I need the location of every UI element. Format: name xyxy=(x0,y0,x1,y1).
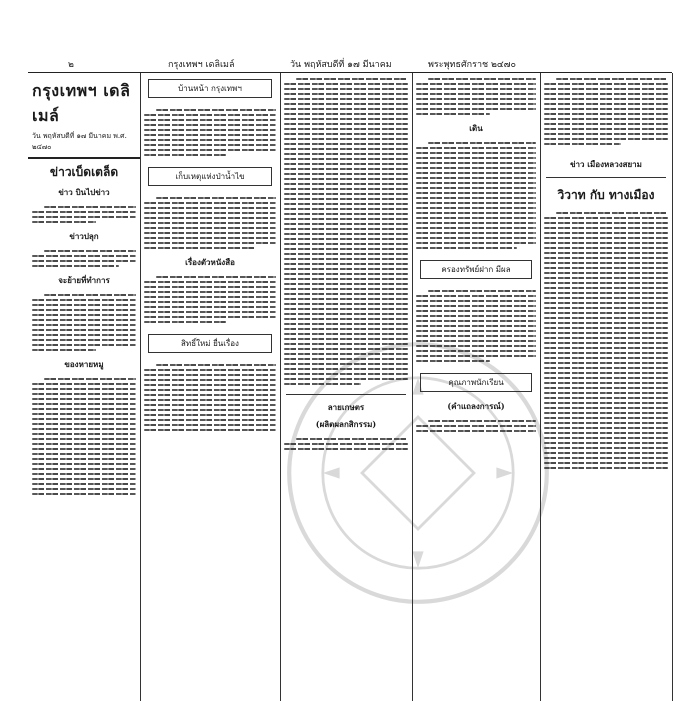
header-day-date: วัน พฤหัสบดีที่ ๑๗ มีนาคม xyxy=(290,60,392,70)
header-year: พระพุทธศักราช ๒๔๗๐ xyxy=(428,60,516,70)
column-2-subhead-1: เรื่องตัวหนังสือ xyxy=(185,257,235,267)
page-header xyxy=(28,58,672,72)
article-body xyxy=(540,73,672,150)
article-body xyxy=(28,373,140,500)
column-5-heading-2: วิวาท กับ ทางเมือง xyxy=(557,188,655,202)
article-body xyxy=(28,245,140,272)
column-1-heading-2: ข่าวปลุก xyxy=(69,231,99,241)
column-4-heading-1: เดิน xyxy=(469,123,483,133)
column-1 xyxy=(28,73,141,701)
column-1-heading-1: ข่าวเบ็ดเตล็ด xyxy=(49,165,119,179)
column-3-subhead-1: (ผลิตผลกสิกรรม) xyxy=(315,419,377,429)
column-3-heading-1: ลายเกษตร xyxy=(327,402,365,412)
column-2-heading-1: บ้านหน้า กรุงเทพฯ xyxy=(148,79,272,98)
article-body xyxy=(140,359,280,436)
column-5 xyxy=(540,73,673,701)
article-body xyxy=(28,289,140,356)
article-body xyxy=(540,207,672,474)
newspaper-page xyxy=(28,72,672,701)
article-body xyxy=(140,104,280,161)
column-4-heading-2: ครองทรัพย์ฝาก มีผล xyxy=(420,260,532,279)
column-2-subhead-2: สิทธิ์ใหม่ ยื่นเรื่อง xyxy=(148,334,272,353)
article-body xyxy=(412,73,540,120)
library-stamp-watermark xyxy=(278,333,558,613)
masthead-dateline: วัน พฤหัสบดีที่ ๑๗ มีนาคม พ.ศ. ๒๔๗๐ xyxy=(28,131,140,159)
article-body xyxy=(140,192,280,254)
article-body xyxy=(28,201,140,228)
column-5-heading-1: ข่าว เมืองหลวงสยาม xyxy=(570,159,642,169)
article-body xyxy=(412,137,540,254)
column-1-subhead-1: ข่าว บินไปข่าว xyxy=(58,187,110,197)
column-4-heading-3: คุณภาพนักเรียน xyxy=(420,373,532,392)
column-2-heading-2: เก็บเหตุแห่งป่าน้ำไข xyxy=(148,167,272,186)
column-1-heading-3: จะย้ายที่ทำการ xyxy=(58,275,110,285)
column-2 xyxy=(140,73,281,701)
header-paper-name: กรุงเทพฯ เดลิเมล์ xyxy=(168,60,235,70)
article-body xyxy=(140,271,280,328)
column-1-heading-4: ของหายหมู xyxy=(64,359,104,369)
column-4-subhead-1: (คำแถลงการณ์) xyxy=(447,401,505,411)
masthead-title: กรุงเทพฯ เดลิเมล์ xyxy=(32,81,131,125)
page-number: ๒ xyxy=(68,60,74,70)
